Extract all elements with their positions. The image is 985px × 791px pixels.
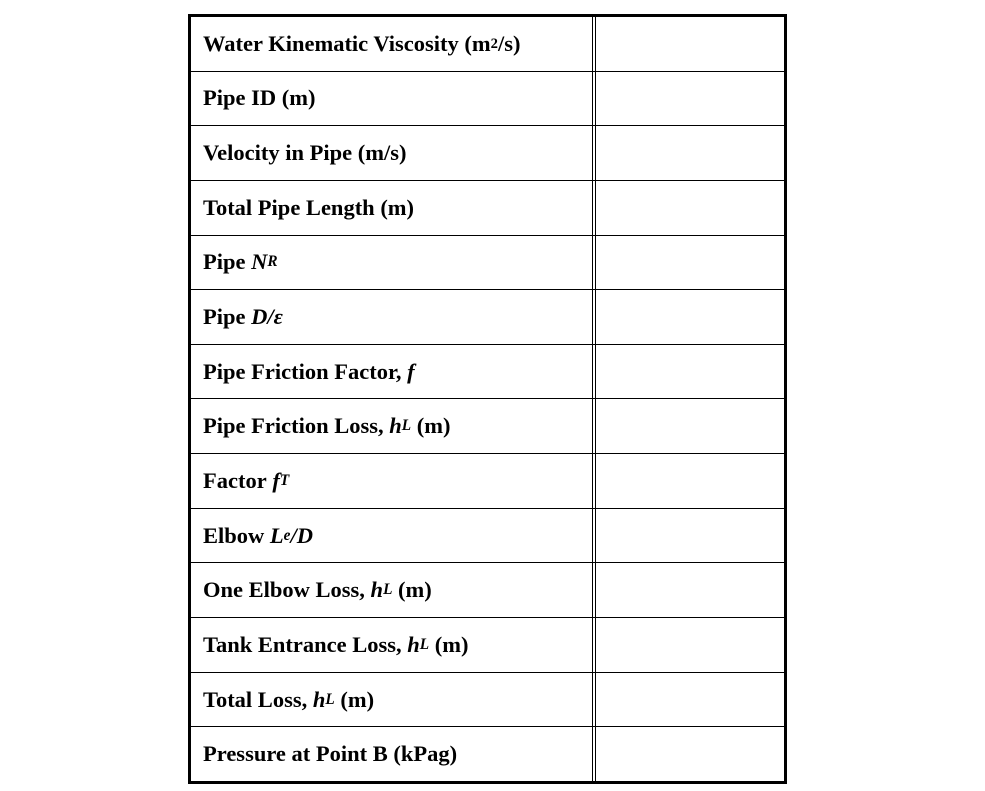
label-pipe-reynolds-number: Pipe N R [191, 236, 596, 290]
label-text-suffix: (m) [398, 577, 432, 603]
label-water-kinematic-viscosity: Water Kinematic Viscosity (m 2 /s) [191, 17, 596, 71]
label-text-suffix: (m) [416, 413, 451, 439]
label-text-suffix: /D [290, 522, 313, 548]
value-cell-velocity-in-pipe[interactable] [596, 126, 784, 180]
data-table [188, 14, 787, 784]
label-text: Pipe [203, 249, 246, 275]
row-tank-entrance-loss [191, 618, 784, 673]
label-variable: N [251, 249, 268, 275]
value-cell-one-elbow-loss[interactable] [596, 563, 784, 617]
label-tank-entrance-loss: Tank Entrance Loss, h L (m) [191, 618, 596, 672]
row-factor-ft [191, 454, 784, 509]
value-cell-pipe-friction-loss[interactable] [596, 399, 784, 453]
label-text: Pipe [203, 304, 246, 330]
value-cell-pipe-id[interactable] [596, 72, 784, 126]
label-text: Pipe Friction Factor, [203, 358, 402, 384]
row-elbow-le-d [191, 509, 784, 564]
label-text: Velocity in Pipe (m/s) [203, 140, 407, 166]
row-pipe-reynolds-number [191, 236, 784, 291]
label-velocity-in-pipe [191, 126, 596, 180]
row-pipe-friction-factor [191, 345, 784, 400]
label-text: Water Kinematic Viscosity (m [203, 30, 491, 56]
label-text-suffix: (m) [340, 686, 375, 712]
value-cell-total-loss[interactable] [596, 673, 784, 727]
label-total-pipe-length [191, 181, 596, 235]
row-pipe-relative-roughness [191, 290, 784, 345]
label-variable: h [370, 577, 384, 603]
label-variable: h [312, 686, 326, 712]
label-text-suffix: (m) [434, 631, 469, 657]
row-pipe-id [191, 72, 784, 127]
value-cell-total-pipe-length[interactable] [596, 181, 784, 235]
label-variable: h [407, 631, 420, 657]
label-text: Pressure at Point B (kPag) [203, 741, 458, 767]
row-total-pipe-length [191, 181, 784, 236]
value-cell-pipe-relative-roughness[interactable] [596, 290, 784, 344]
label-factor-ft: Factor f T [191, 454, 596, 508]
label-text-suffix: /s) [497, 30, 521, 56]
row-one-elbow-loss [191, 563, 784, 618]
value-cell-pipe-friction-factor[interactable] [596, 345, 784, 399]
label-pipe-relative-roughness [191, 290, 596, 344]
label-pipe-friction-loss: Pipe Friction Loss, h L (m) [191, 399, 596, 453]
value-cell-pipe-reynolds-number[interactable] [596, 236, 784, 290]
label-variable: h [389, 413, 402, 439]
row-pressure-at-point-b [191, 727, 784, 781]
value-cell-factor-ft[interactable] [596, 454, 784, 508]
label-text: One Elbow Loss, [203, 577, 365, 603]
label-pressure-at-point-b [191, 727, 596, 781]
row-pipe-friction-loss [191, 399, 784, 454]
value-cell-water-kinematic-viscosity[interactable] [596, 17, 784, 71]
label-pipe-friction-factor [191, 345, 596, 399]
row-water-kinematic-viscosity [191, 17, 784, 72]
label-variable: D/ε [251, 304, 283, 330]
label-one-elbow-loss: One Elbow Loss, h L (m) [191, 563, 596, 617]
label-variable: f [272, 467, 280, 493]
label-pipe-id [191, 72, 596, 126]
value-cell-pressure-at-point-b[interactable] [596, 727, 784, 781]
label-variable: f [407, 358, 415, 384]
label-variable: L [269, 522, 284, 548]
row-velocity-in-pipe [191, 126, 784, 181]
label-total-loss: Total Loss, h L (m) [191, 673, 596, 727]
value-cell-tank-entrance-loss[interactable] [596, 618, 784, 672]
label-text: Tank Entrance Loss, [203, 631, 402, 657]
label-text: Total Loss, [203, 686, 308, 712]
row-total-loss [191, 673, 784, 728]
label-text: Pipe ID (m) [203, 85, 316, 111]
label-elbow-le-d: Elbow L e /D [191, 509, 596, 563]
label-text: Total Pipe Length (m) [203, 194, 415, 220]
label-text: Pipe Friction Loss, [203, 413, 384, 439]
label-text: Elbow [203, 522, 265, 548]
value-cell-elbow-le-d[interactable] [596, 509, 784, 563]
label-text: Factor [203, 467, 267, 493]
